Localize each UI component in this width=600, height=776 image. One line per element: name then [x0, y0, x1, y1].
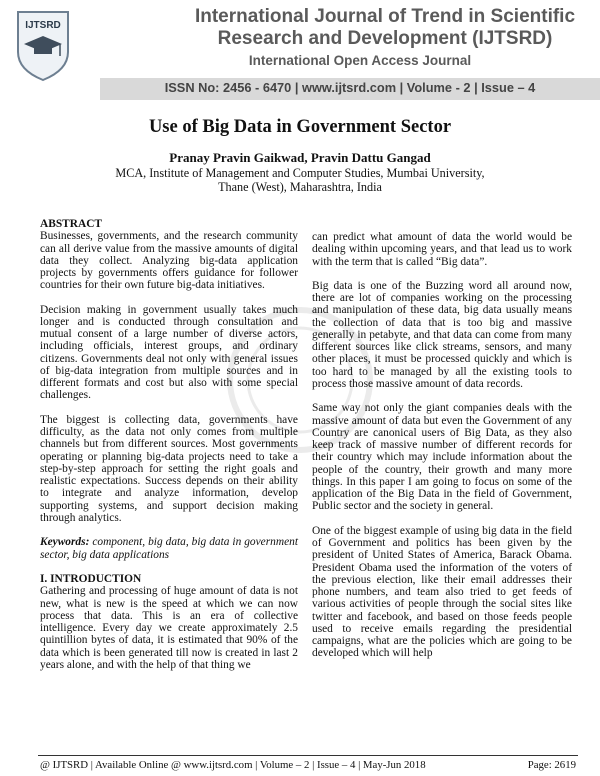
page-number: Page: 2619 — [527, 759, 576, 771]
right-paragraph-4: One of the biggest example of using big data in the field of Government and politics has been given by the president of United States of America, Barack Obama. President Obama used the information of the voters of the previous election, like their email addresses their phone numbers, and team also tried to get feeds of various activities of people through the social sites like twitter and facebook, and based on those feeds people used to receive emails regarding the presidential campaigns, what are the policies which are going to be developed which will help — [312, 524, 572, 660]
keywords — [40, 536, 298, 561]
affiliation-line1: MCA, Institute of Management and Computer Studies, Mumbai University, — [115, 166, 485, 180]
keywords-label: Keywords: — [40, 536, 90, 549]
intro-paragraph-1: Gathering and processing of huge amount of data is not new, what is new is the speed at which we can now process that data. This is an era of collective intelligence. Every day we create approximately 2.5 quintillion bytes of data, it is estimated that 90% of the data which is been generated till now is created in last 2 years alone, and with the help of that thing we — [40, 585, 298, 671]
abstract-paragraph-3: The biggest is collecting data, governments have difficulty, as the data not only comes from multiple channels but from different sources. Most governments operating or planning big-data projects need to take a step-by-step approach for setting the right goals and realistic expectations. Success depends on their ability to integrate and analyze information, develop supporting systems, and support decision making through analytics. — [40, 413, 298, 524]
abstract-paragraph-2: Decision making in government usually takes much longer and is conducted through consultation and mutual consent of a large number of diverse actors, including officials, interest groups, and ordinary citizens. Governments deal not only with general issues of big-data integration from multiple sources and in different formats and cost but also with some special challenges. — [40, 303, 298, 402]
journal-title-line2: Research and Development (IJTSRD) — [217, 28, 553, 49]
abstract-paragraph-1: Businesses, governments, and the research community can all derive value from the massive amounts of digital data they collect. Analyzing big-data application projects by governments offers guidance for follower countries for their own future big-data initiatives. — [40, 230, 298, 292]
right-paragraph-3: Same way not only the giant companies deals with the massive amount of data but even the Government of any Country are canonical users of Big Data, as they also keep track of massive number of different records for their country which may include information about the people of the country, their growth and many more things. In this paper I am going to focus on some of the application of the Big Data in the field of Government, Public sector and the society in general. — [312, 402, 572, 513]
journal-title-line1: International Journal of Trend in Scientific — [194, 6, 576, 27]
paper-title: Use of Big Data in Government Sector — [148, 117, 452, 137]
paper-authors: Pranay Pravin Gaikwad, Pravin Dattu Gangad — [169, 150, 431, 165]
journal-title — [170, 6, 600, 50]
open-access-label: International Open Access Journal — [248, 53, 472, 68]
right-paragraph-2: Big data is one of the Buzzing word all around now, there are lot of companies working on the processing and manipulation of these data, big data usually means the collection of data that is too big and massive generally in petabyte, and that data can come from many different sources like click streams, sensors, and many other places, it must be processed quickly and which is too hard to be managed by all the existing tools to process those massive amount of data records. — [312, 279, 572, 390]
logo-text: IJTSRD — [25, 20, 61, 31]
affiliation-line2: Thane (West), Maharashtra, India — [218, 180, 382, 194]
journal-logo — [12, 8, 74, 82]
left-column — [40, 218, 298, 683]
abstract-heading: ABSTRACT — [40, 218, 103, 230]
right-column — [312, 231, 572, 672]
intro-heading: I. INTRODUCTION — [40, 573, 142, 585]
footer-text: @ IJTSRD | Available Online @ www.ijtsrd.com | Volume – 2 | Issue – 4 | May-Jun 2018 — [40, 759, 426, 771]
issn-line: ISSN No: 2456 - 6470 | www.ijtsrd.com | Volume - 2 | Issue – 4 — [164, 80, 536, 95]
keywords-text: component, big data, big data in government sector, big data applications — [40, 536, 298, 561]
right-paragraph-1: can predict what amount of data the world would be dealing within upcoming years, and that lead us to work with the term that is called “Big data”. — [312, 231, 572, 268]
footer-divider — [38, 755, 578, 756]
paper-affiliation — [0, 166, 600, 194]
